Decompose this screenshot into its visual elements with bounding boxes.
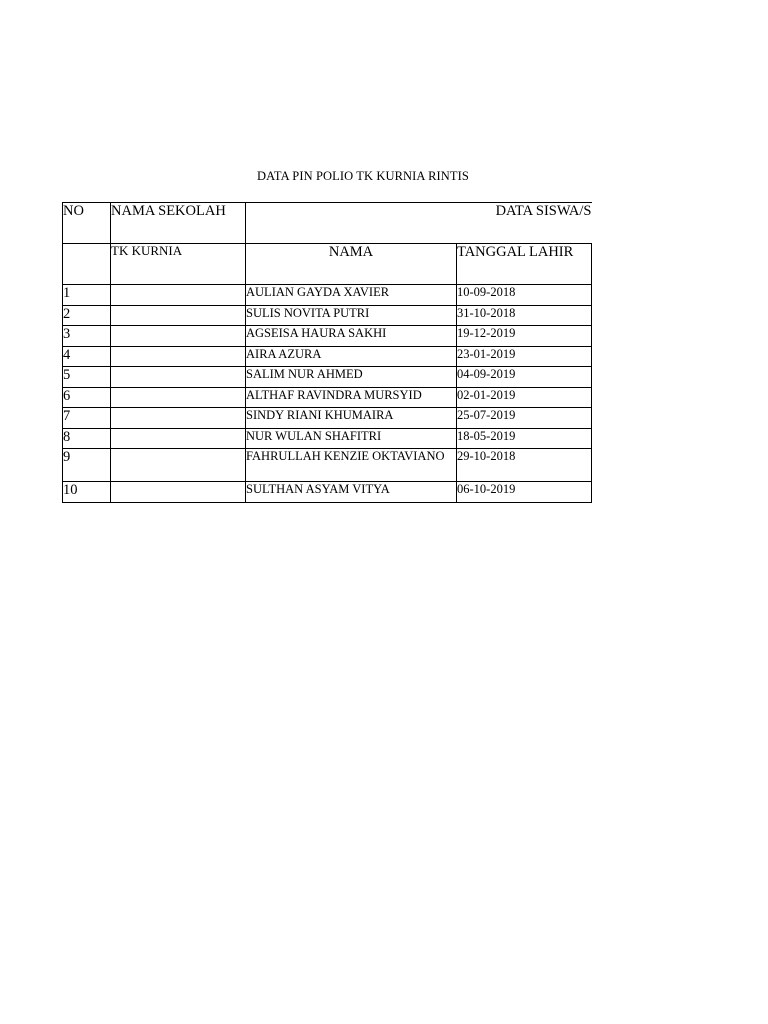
table-row (63, 428, 592, 449)
student-name: SALIM NUR AHMED (246, 367, 457, 388)
birth-date: 31-10-2018 (457, 305, 592, 326)
student-name: SULTHAN ASYAM VITYA (246, 482, 457, 503)
school-cell (111, 387, 246, 408)
school-cell (111, 326, 246, 347)
header-no-empty-cell (63, 244, 111, 285)
birth-date: 23-01-2019 (457, 346, 592, 367)
row-number: 2 (63, 305, 111, 326)
document-title: DATA PIN POLIO TK KURNIA RINTIS (257, 169, 469, 183)
school-cell (111, 285, 246, 306)
table-row (63, 326, 592, 347)
table-row (63, 482, 592, 503)
row-number: 10 (63, 482, 111, 503)
table-row (63, 449, 592, 482)
row-number: 7 (63, 408, 111, 429)
birth-date: 10-09-2018 (457, 285, 592, 306)
student-name: AGSEISA HAURA SAKHI (246, 326, 457, 347)
birth-date: 06-10-2019 (457, 482, 592, 503)
row-number: 5 (63, 367, 111, 388)
student-name: AULIAN GAYDA XAVIER (246, 285, 457, 306)
table-row (63, 346, 592, 367)
school-cell (111, 346, 246, 367)
student-data-table (62, 202, 592, 503)
header-nama-sekolah: NAMA SEKOLAH (111, 203, 246, 244)
row-number: 9 (63, 449, 111, 482)
school-cell (111, 428, 246, 449)
header-nama: NAMA (246, 244, 457, 285)
row-number: 3 (63, 326, 111, 347)
row-number: 6 (63, 387, 111, 408)
student-name: ALTHAF RAVINDRA MURSYID (246, 387, 457, 408)
row-number: 1 (63, 285, 111, 306)
birth-date: 25-07-2019 (457, 408, 592, 429)
school-cell (111, 408, 246, 429)
table-row (63, 408, 592, 429)
student-name: FAHRULLAH KENZIE OKTAVIANO (246, 449, 457, 482)
student-name: SINDY RIANI KHUMAIRA (246, 408, 457, 429)
school-cell (111, 305, 246, 326)
table-row (63, 305, 592, 326)
birth-date: 02-01-2019 (457, 387, 592, 408)
header-no: NO (63, 203, 111, 244)
table-row (63, 387, 592, 408)
birth-date: 04-09-2019 (457, 367, 592, 388)
table-row (63, 285, 592, 306)
header-tanggal-lahir: TANGGAL LAHIR (457, 244, 592, 285)
table-row (63, 367, 592, 388)
header-data-siswa: DATA SISWA/S (246, 203, 592, 244)
row-number: 8 (63, 428, 111, 449)
birth-date: 18-05-2019 (457, 428, 592, 449)
school-cell (111, 449, 246, 482)
birth-date: 29-10-2018 (457, 449, 592, 482)
student-name: AIRA AZURA (246, 346, 457, 367)
row-number: 4 (63, 346, 111, 367)
table-header-row-2 (63, 244, 592, 285)
school-name: TK KURNIA (111, 244, 246, 285)
school-cell (111, 367, 246, 388)
student-name: NUR WULAN SHAFITRI (246, 428, 457, 449)
student-name: SULIS NOVITA PUTRI (246, 305, 457, 326)
table-header-row-1 (63, 203, 592, 244)
school-cell (111, 482, 246, 503)
birth-date: 19-12-2019 (457, 326, 592, 347)
